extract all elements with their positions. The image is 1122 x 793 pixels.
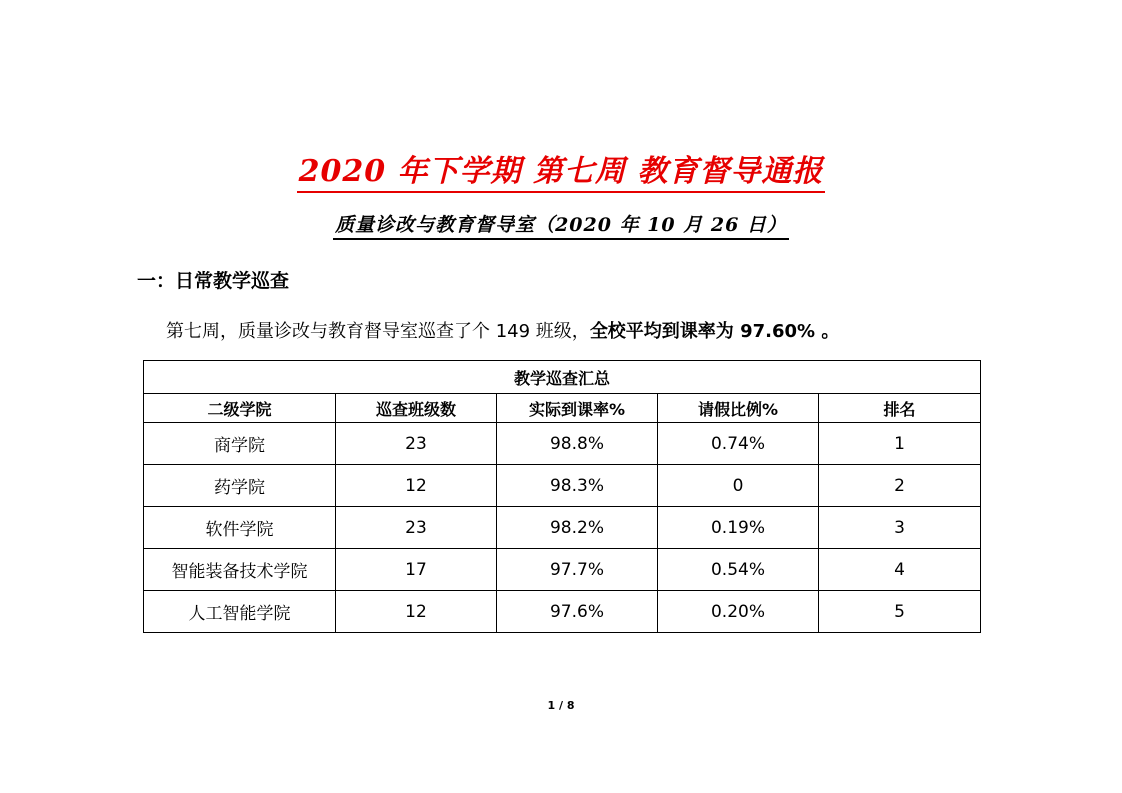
table-cell: 17 [336,549,497,591]
table-cell: 5 [819,591,981,633]
table-cell: 4 [819,549,981,591]
table-cell: 98.2% [497,507,658,549]
table-row [144,549,981,591]
summary-paragraph [166,317,839,343]
table-row [144,591,981,633]
table-cell: 23 [336,423,497,465]
table-cell: 0.20% [658,591,819,633]
document-title-text: 2020 年下学期 第七周 教育督导通报 [297,154,826,193]
table-cell: 软件学院 [144,507,336,549]
table-cell: 23 [336,507,497,549]
table-cell: 97.7% [497,549,658,591]
table-cell: 0.54% [658,549,819,591]
table-cell: 1 [819,423,981,465]
column-header: 排名 [819,394,981,423]
table-cell: 12 [336,591,497,633]
column-header: 巡查班级数 [336,394,497,423]
column-header: 实际到课率% [497,394,658,423]
document-subtitle-text: 质量诊改与教育督导室（2020 年 10 月 26 日） [333,214,789,240]
document-title [0,146,1122,190]
section-heading: 一：日常教学巡查 [137,270,290,292]
table-caption-row [144,361,981,394]
paragraph-highlight: 全校平均到课率为 97.60% 。 [589,321,840,342]
table-cell: 人工智能学院 [144,591,336,633]
paragraph-text: 第七周，质量诊改与教育督导室巡查了个 149 班级， [166,321,590,342]
table-cell: 12 [336,465,497,507]
table-cell: 2 [819,465,981,507]
column-header: 二级学院 [144,394,336,423]
inspection-summary-table [143,360,981,633]
table-cell: 98.3% [497,465,658,507]
table-caption: 教学巡查汇总 [144,361,981,394]
table-row [144,423,981,465]
table-cell: 0 [658,465,819,507]
column-header: 请假比例% [658,394,819,423]
table-row [144,465,981,507]
table-cell: 3 [819,507,981,549]
table-cell: 98.8% [497,423,658,465]
table-row [144,507,981,549]
table-cell: 0.74% [658,423,819,465]
table-cell: 97.6% [497,591,658,633]
table-cell: 智能装备技术学院 [144,549,336,591]
table-header-row [144,394,981,423]
table-cell: 商学院 [144,423,336,465]
document-subtitle [0,210,1122,237]
table-cell: 药学院 [144,465,336,507]
page-number: 1 / 8 [547,699,575,712]
table-cell: 0.19% [658,507,819,549]
